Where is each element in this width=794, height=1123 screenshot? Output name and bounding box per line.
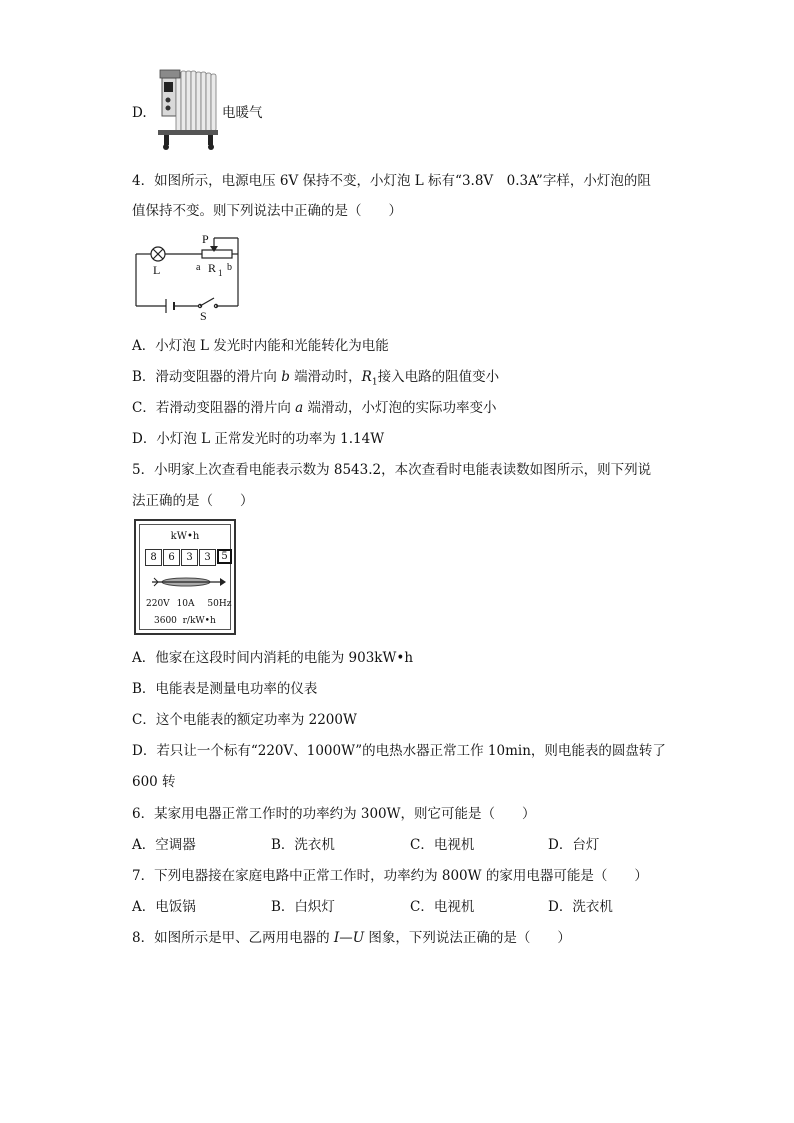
q4-circuit-label-slider: P (202, 232, 209, 246)
q4-option-b (132, 367, 499, 393)
q5-energy-meter (134, 519, 236, 635)
q4-circuit-label-switch: S (200, 309, 207, 322)
q5-stem-line2: 法正确的是（ ） (132, 493, 254, 509)
q4-stem-line2: 值保持不变。则下列说法中正确的是（ ） (132, 203, 402, 219)
q6-option: D．台灯 (548, 837, 600, 853)
q4-circuit-label-end-b: b (227, 262, 232, 273)
q4-option-b-text: B．滑动变阻器的滑片向 (132, 369, 282, 385)
q4-option-c-text: C．若滑动变阻器的滑片向 (132, 400, 296, 416)
q4-option-b-var: b (281, 369, 290, 385)
q4-option-d: D．小灯泡 L 正常发光时的功率为 1.14W (132, 431, 385, 447)
q4-circuit-label-resistor: R (208, 261, 217, 275)
q4-circuit-label-resistor-sub: 1 (218, 268, 223, 278)
q4-option-b-post: 接入电路的阻值变小 (377, 369, 500, 385)
q4-option-c-var: a (295, 400, 304, 416)
oil-heater-image (156, 68, 220, 152)
q4-circuit-diagram (128, 232, 248, 322)
q5-meter-digit: 3 (199, 549, 216, 566)
q5-meter-digit: 6 (163, 549, 180, 566)
q5-meter-digits (145, 549, 232, 566)
q7-option: C．电视机 (410, 899, 475, 915)
q7-option: D．洗衣机 (548, 899, 613, 915)
q6-option: B．洗衣机 (271, 837, 335, 853)
q6-option: A．空调器 (132, 837, 196, 853)
q5-option-d-line2: 600 转 (132, 774, 176, 790)
q5-meter-disc-icon (148, 573, 226, 591)
q5-meter-digit: 3 (181, 549, 198, 566)
q6-option: C．电视机 (410, 837, 475, 853)
q8-stem (132, 928, 571, 948)
q5-meter-voltage: 220V (146, 599, 170, 609)
q5-stem-line1: 5．小明家上次查看电能表示数为 8543.2，本次查看时电能表读数如图所示，则下列说 (132, 462, 652, 478)
q4-circuit-label-end-a: a (196, 262, 201, 273)
q5-meter-unit: kW•h (170, 531, 200, 542)
q4-option-c-post: 端滑动，小灯泡的实际功率变小 (303, 400, 497, 416)
q4-option-c (132, 398, 496, 418)
q5-option-b: B．电能表是测量电功率的仪表 (132, 681, 318, 697)
q7-option: A．电饭锅 (132, 899, 196, 915)
q5-meter-digit-decimal: 5 (217, 549, 232, 564)
q3-option-d-label: 电暖气 (222, 105, 263, 121)
q7-stem: 7．下列电器接在家庭电路中正常工作时，功率约为 800W 的家用电器可能是（ ） (132, 868, 648, 884)
q4-stem-line1: 4．如图所示，电源电压 6V 保持不变，小灯泡 L 标有“3.8V 0.3A”字样，小灯泡的阻 (132, 173, 651, 189)
q5-option-c: C．这个电能表的额定功率为 2200W (132, 712, 357, 728)
q5-option-d-line1: D．若只让一个标有“220V、1000W”的电热水器正常工作 10min，则电能表的圆盘转了 (132, 743, 666, 759)
q5-meter-current: 10A (176, 599, 195, 609)
q4-option-b-r: R (361, 369, 372, 385)
q5-meter-spec-row (146, 599, 231, 609)
q8-stem-post: 图象，下列说法正确的是（ ） (364, 930, 571, 946)
q4-option-a: A．小灯泡 L 发光时内能和光能转化为电能 (132, 338, 389, 354)
q4-option-b-sub: 1 (371, 377, 378, 388)
q6-stem: 6．某家用电器正常工作时的功率约为 300W，则它可能是（ ） (132, 806, 536, 822)
q3-option-d-letter: D. (132, 105, 147, 121)
q5-meter-frequency: 50Hz (207, 599, 232, 609)
q4-option-b-mid: 端滑动时， (289, 369, 362, 385)
q8-stem-var: I—U (333, 930, 365, 946)
q7-option: B．白炽灯 (271, 899, 335, 915)
q8-stem-text: 8．如图所示是甲、乙两用电器的 (132, 930, 334, 946)
q4-circuit-label-lamp: L (153, 263, 161, 277)
q5-meter-digit: 8 (145, 549, 162, 566)
q5-meter-rev: 3600 r/kW•h (154, 616, 216, 626)
q5-option-a: A．他家在这段时间内消耗的电能为 903kW•h (132, 650, 414, 666)
